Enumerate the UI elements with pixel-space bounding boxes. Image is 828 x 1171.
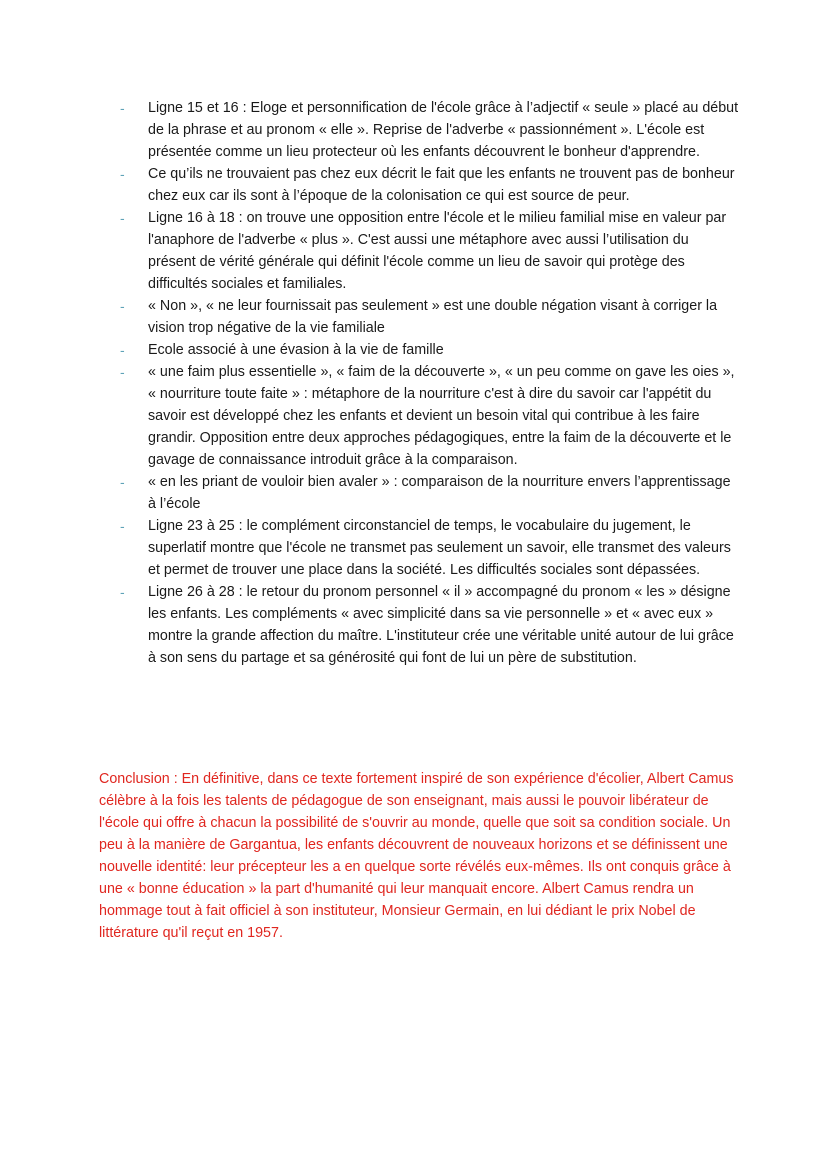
bullet-text: « Non », « ne leur fournissait pas seulement » est une double négation visant à corriger la vision trop négative de la vie familiale	[148, 298, 718, 336]
bullet-item	[118, 361, 740, 471]
bullet-text: « une faim plus essentielle », « faim de la découverte », « un peu comme on gave les oies », « nourriture toute faite » : métaphore de la nourriture c'est à dire du savoir car l'appétit du savoir est développé chez les enfants et devient un besoin vital qui contribue à les faire grandir. Opposition entre deux approches pédagogiques, entre la faim de la découverte et le gavage de connaissance introduit grâce à la comparaison.	[148, 364, 735, 468]
bullet-dash: -	[120, 210, 125, 226]
bullet-item	[118, 581, 740, 669]
conclusion-paragraph: Conclusion : En définitive, dans ce texte fortement inspiré de son expérience d'écolier, Albert Camus célèbre à la fois les talents de pédagogue de son enseignant, mais aussi le pouvoir libérateur de l'école qui offre à chacun la possibilité de s'ouvrir au monde, quelle que soit sa condition sociale. Un peu à la manière de Gargantua, les enfants découvrent de nouveaux horizons et se définissent une nouvelle identité: leur précepteur les a en quelque sorte révélés eux-mêmes. Ils ont conquis grâce à une « bonne éducation » la part d'humanité qui leur manquait encore. Albert Camus rendra un hommage tout à fait officiel à son instituteur, Monsieur Germain, en lui dédiant le prix Nobel de littérature qu'il reçut en 1957.	[99, 771, 734, 941]
bullet-dash: -	[120, 298, 125, 314]
bullet-dash: -	[120, 342, 125, 358]
bullet-dash: -	[120, 100, 125, 116]
bullet-text: Ligne 26 à 28 : le retour du pronom personnel « il » accompagné du pronom « les » désigne les enfants. Les compléments « avec simplicité dans sa vie personnelle » et « avec eux » montre la grande affection du maître. L'instituteur crée une véritable unité autour de lui grâce à son sens du partage et sa générosité qui font de lui un père de substitution.	[148, 584, 734, 666]
bullet-item	[118, 471, 740, 515]
bullet-dash: -	[120, 584, 125, 600]
bullet-text: Ligne 15 et 16 : Eloge et personnification de l'école grâce à l’adjectif « seule » placé au début de la phrase et au pronom « elle ». Reprise de l'adverbe « passionnément ». L'école est présentée comme un lieu protecteur où les enfants découvrent le bonheur d'apprendre.	[148, 100, 739, 160]
bullet-dash: -	[120, 364, 125, 380]
bullet-text: Ce qu’ils ne trouvaient pas chez eux décrit le fait que les enfants ne trouvent pas de bonheur chez eux car ils sont à l’époque de la colonisation ce qui est source de peur.	[148, 166, 735, 204]
bullet-item	[118, 97, 740, 163]
bullet-text: Ecole associé à une évasion à la vie de famille	[148, 342, 444, 358]
bullet-text: Ligne 16 à 18 : on trouve une opposition entre l'école et le milieu familial mise en valeur par l'anaphore de l'adverbe « plus ». C'est aussi une métaphore avec aussi l’utilisation du présent de vérité générale qui définit l'école comme un lieu de savoir qui protège des difficultés sociales et familiales.	[148, 210, 727, 292]
bullet-dash: -	[120, 166, 125, 182]
bullet-item	[118, 207, 740, 295]
bullet-item	[118, 163, 740, 207]
bullet-text: « en les priant de vouloir bien avaler » : comparaison de la nourriture envers l’apprentissage à l’école	[148, 474, 731, 512]
bullet-item	[118, 295, 740, 339]
bullet-dash: -	[120, 474, 125, 490]
bullet-item	[118, 339, 740, 361]
analysis-bullet-list	[118, 97, 740, 669]
bullet-dash: -	[120, 518, 125, 534]
bullet-item	[118, 515, 740, 581]
bullet-text: Ligne 23 à 25 : le complément circonstanciel de temps, le vocabulaire du jugement, le superlatif montre que l'école ne transmet pas seulement un savoir, elle transmet des valeurs et permet de trouver une place dans la société. Les difficultés sociales sont dépassées.	[148, 518, 731, 578]
